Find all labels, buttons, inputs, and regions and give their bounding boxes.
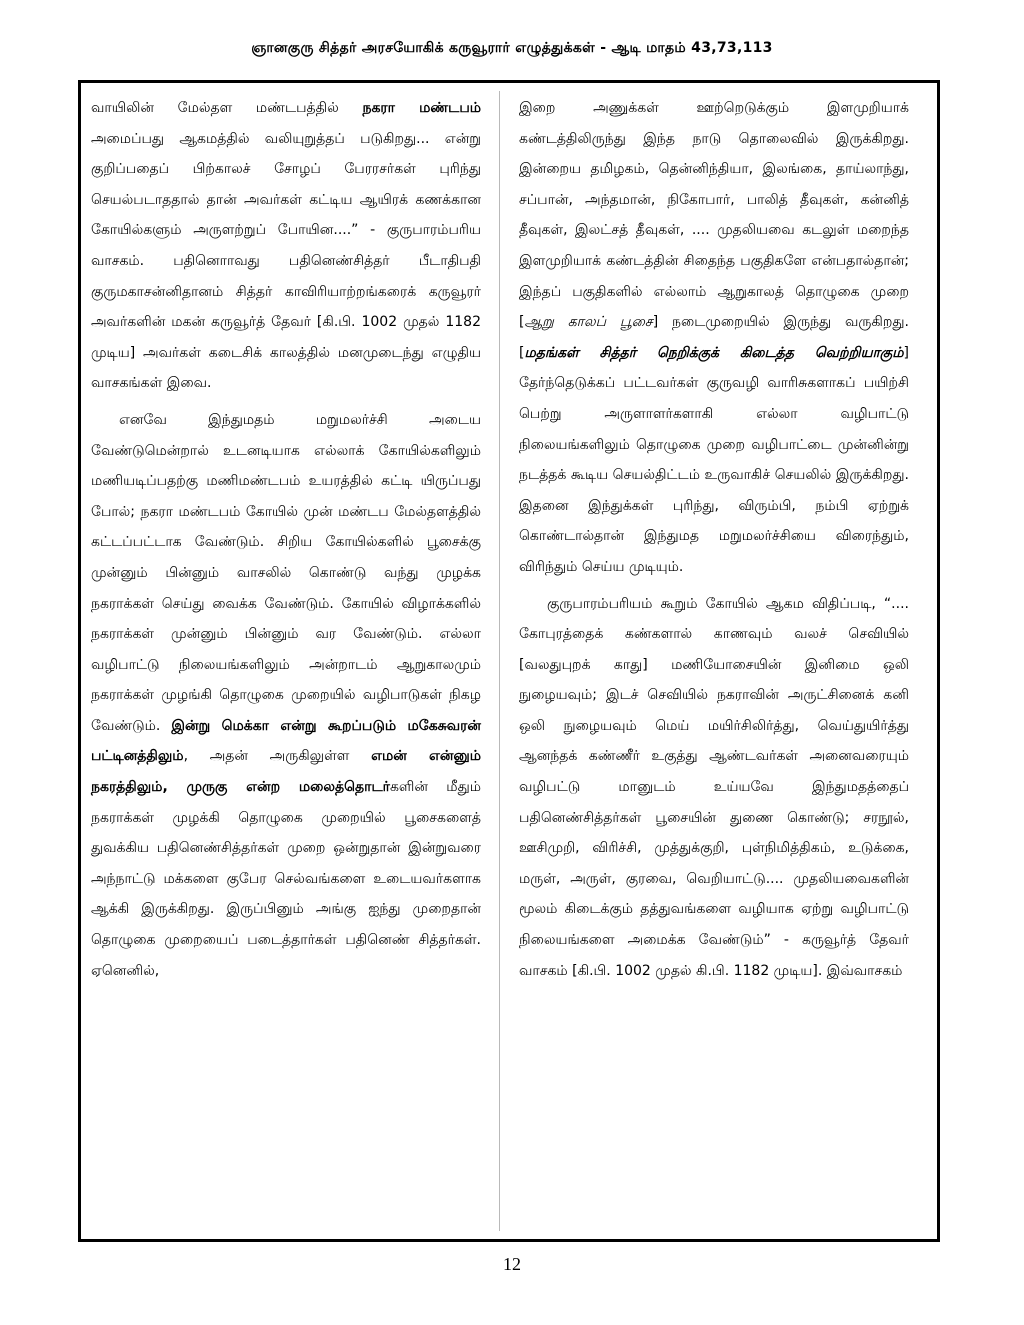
- bold-text-mecca: இன்று மெக்கா என்று கூறப்படும் மகேசுவரன் பட்டினத்திலும்: [91, 717, 481, 765]
- right-column: [519, 93, 909, 992]
- text-run: வாயிலின் மேல்தள மண்டபத்தில்: [91, 100, 363, 116]
- italic-text-aaru-kaala-poosai: ஆறு காலப் பூசை: [524, 314, 653, 331]
- text-run: அமைப்பது ஆகமத்தில் வலியுறுத்தப் படுகிறது... என்று குறிப்பதைப் பிற்காலச் சோழப் பேரரசர்கள் புரிந்து செயல்படாததால் தான் அவர்கள் கட்டிய ஆயிரக் கணக்கான கோயில்களும் அருளற்றுப் போயின....” - குருபாரம்பரிய வாசகம். பதினொாவது பதினெண்சித்தர் பீடாதிபதி குருமகாசன்னிதானம் சித்தர் காவிரியாற்றங்கரைக் கருவூரர் அவர்களின் மகன் கருவூர்த் தேவர் [கி.பி. 1002 முதல் 1182 முடிய] அவர்கள் கடைசிக் காலத்தில் மனமுடைந்து எழுதிய வாசகங்கள் இவை.: [91, 130, 481, 392]
- running-header: ஞானகுரு சித்தர் அரசயோகிக் கருவூரார் எழுத்துக்கள் - ஆடி மாதம் 43,73,113: [251, 40, 773, 56]
- text-run: களின் மீதும் நகராக்கள் முழக்கி தொழுகை முறையில் பூசைகளைத் துவக்கிய பதினெண்சித்தர்கள் முறை ஒன்றுதான் இன்றுவரை அந்நாட்டு மக்களை குபேர செல்வங்களை உடையவர்களாக ஆக்கி இருக்கிறது. இருப்பினும் அங்கு ஐந்து முறைதான் தொழுகை முறையைப் படைத்தார்கள் பதினெண் சித்தர்கள். ஏனெனில்,: [91, 779, 481, 979]
- column-divider: [499, 91, 500, 1231]
- left-paragraph-2: [91, 405, 481, 986]
- page-number: 12: [503, 1254, 521, 1274]
- left-paragraph-1: [91, 93, 481, 399]
- bold-text-nagara-mandapam: நகரா மண்டபம்: [362, 100, 482, 116]
- right-paragraph-2: [519, 589, 909, 987]
- text-run: இறை அணுக்கள் ஊற்றெடுக்கும் இளமுறியாக் கண்டத்திலிருந்து இந்த நாடு தொலைவில் இருக்கிறது. இன்றைய தமிழகம், தென்னிந்தியா, இலங்கை, தாய்லாந்து, சப்பான், அந்தமான், நிகோபார், பாலித் தீவுகள், கன்னித் தீவுகள், இலட்சத் தீவுகள், .... முதலியவை கடலுள் மறைந்த இளமுறியாக் கண்டத்தின் சிதைந்த பகுதிகளே என்பதால்தான்; இந்தப் பகுதிகளில் எல்லாம் ஆறுகாலத் தொழுகை முறை [: [519, 100, 909, 331]
- text-run: குருபாரம்பரியம் கூறும் கோயில் ஆகம விதிப்படி, “.... கோபுரத்தைக் கண்களால் காணவும் வலச் செவியில் [வலதுபுறக் காது] மணியோசையின் இனிமை ஒலி நுழையவும்; இடச் செவியில் நகராவின் அருட்சினைக் கனி ஒலி நுழையவும் மெய் மயிர்சிலிர்த்து, வெய்துயிர்த்து ஆனந்தக் கண்ணீர் உகுத்து ஆண்டவர்கள் அனைவரையும் வழிபட்டு மானுடம் உய்யவே இந்துமதத்தைப் பதினெண்சித்தர்கள் பூசையின் துணை கொண்டு; சரநூல், ஊசிமுறி, விரிச்சி, முத்துக்குறி, புள்நிமித்திகம், உடுக்கை, மருள், அருள், குரவை, வெறியாட்டு.... முதலியவைகளின் மூலம் கிடைக்கும் தத்துவங்களை வழியாக ஏற்று வழிபாட்டு நிலையங்களை அமைக்க வேண்டும்” - கருவூர்த் தேவர் வாசகம் [கி.பி. 1002 முதல் கி.பி. 1182 முடிய]. இவ்வாசகம்: [519, 595, 909, 979]
- bold-italic-text-victory: மதங்கள் சித்தர் நெறிக்குக் கிடைத்த வெற்றியாகும்: [524, 344, 904, 361]
- right-paragraph-1: [519, 93, 909, 583]
- text-run: , அதன் அருகிலுள்ள: [183, 748, 372, 765]
- page-frame: [78, 80, 940, 1242]
- left-column: [91, 93, 481, 992]
- bold-text-yemen: எமன் என்னும் நகரத்திலும், முருகு என்ற மலைத்தொடர்: [91, 748, 481, 796]
- text-run: ] நடைமுறையில் இருந்து வருகிறது. [: [519, 314, 909, 361]
- text-run: எனவே இந்துமதம் மறுமலர்ச்சி அடைய வேண்டுமென்றால் உடனடியாக எல்லாக் கோயில்களிலும் மணியடிப்பதற்கு மணிமண்டபம் உயரத்தில் கட்டி யிருப்பது போல்; நகரா மண்டபம் கோயில் முன் மண்டப மேல்தளத்தில் கட்டப்பட்டாக வேண்டும். சிறிய கோயில்களில் பூசைக்கு முன்னும் பின்னும் வாசலில் கொண்டு வந்து முழக்க நகராக்கள் செய்து வைக்க வேண்டும். கோயில் விழாக்களில் நகராக்கள் முன்னும் பின்னும் வர வேண்டும். எல்லா வழிபாட்டு நிலையங்களிலும் அன்றாடம் ஆறுகாலமும் நகராக்கள் முழங்கி தொழுகை முறையில் வழிபாடுகள் நிகழ வேண்டும்.: [91, 411, 481, 734]
- text-run: ] தேர்ந்தெடுக்கப் பட்டவர்கள் குருவழி வாரிசுகளாகப் பயிற்சி பெற்று அருளாளர்களாகி எல்லா வழிபாட்டு நிலையங்களிலும் தொழுகை முறை வழிபாட்டை முன்னின்று நடத்தக் கூடிய செயல்திட்டம் உருவாகிச் செயலில் இருக்கிறது. இதனை இந்துக்கள் புரிந்து, விரும்பி, நம்பி ஏற்றுக் கொண்டால்தான் இந்துமத மறுமலர்ச்சியை விரைந்தும், விரிந்தும் செய்ய முடியும்.: [519, 344, 909, 575]
